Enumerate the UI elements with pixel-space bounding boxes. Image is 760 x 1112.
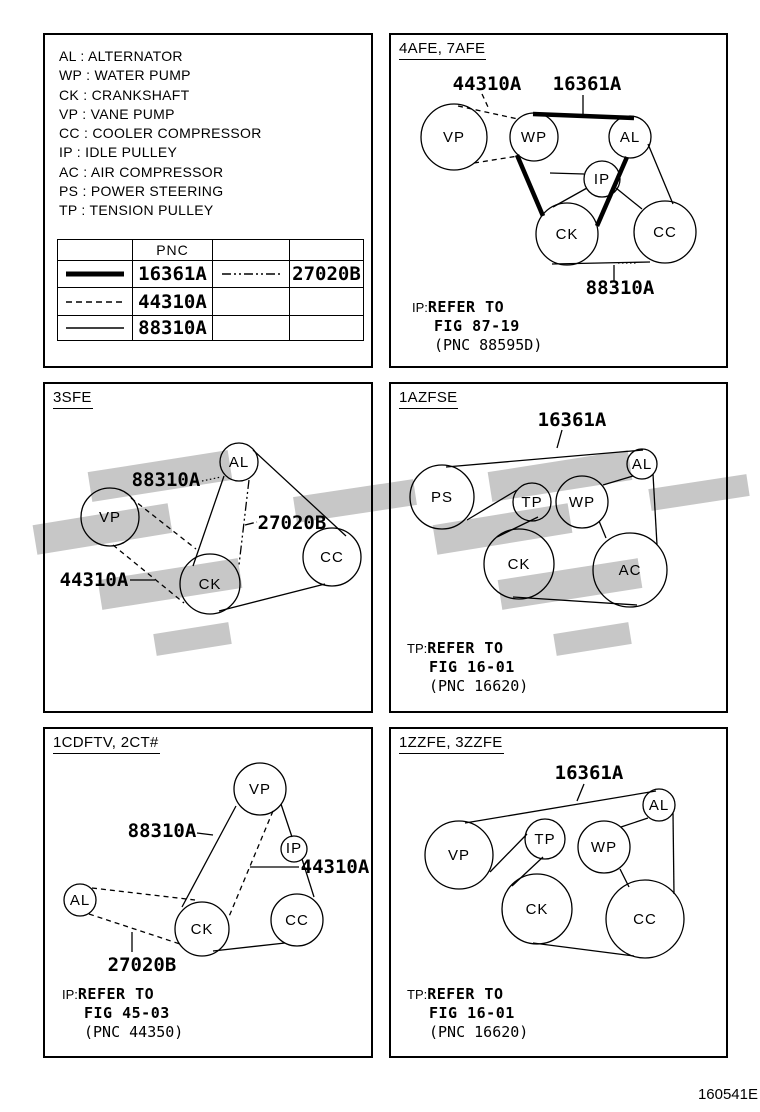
- panel-title: 1AZFSE: [399, 389, 458, 409]
- pulley-label-tp: TP: [521, 494, 543, 511]
- line-sample-thick: [64, 267, 126, 281]
- line-sample-cell: [58, 316, 133, 341]
- panel-legend: [43, 33, 373, 368]
- pulley-label-ck: CK: [525, 901, 549, 918]
- reference-note: [407, 985, 528, 1042]
- leader-line: [577, 784, 584, 801]
- table-cell-empty: [290, 316, 364, 341]
- part-label-27020b: 27020B: [257, 512, 327, 534]
- legend-item: AL : ALTERNATOR: [59, 48, 183, 64]
- belt-27020b: [239, 480, 249, 565]
- part-label-88310a: 88310A: [127, 820, 197, 842]
- note-line: (PNC 44350): [84, 1023, 184, 1041]
- pulley-label-wp: WP: [520, 129, 548, 146]
- line-sample-cell: [58, 288, 133, 316]
- note-line: TP:REFER TO: [407, 639, 504, 657]
- pulley-label-al: AL: [619, 129, 641, 146]
- part-label-16361a: 16361A: [537, 409, 607, 431]
- pulley-label-ck: CK: [190, 921, 214, 938]
- leader-line: [245, 522, 257, 525]
- part-label-88310a: 88310A: [585, 277, 655, 299]
- pulley-label-vp: VP: [98, 509, 122, 526]
- pulley-label-cc: CC: [320, 549, 344, 566]
- pulley-label-wp: WP: [568, 494, 596, 511]
- note-line: FIG 87-19: [434, 317, 520, 335]
- pnc-header: PNC: [133, 240, 213, 261]
- pulley-label-ps: PS: [430, 489, 454, 506]
- pnc-value: 27020B: [290, 261, 364, 288]
- leader-line: [482, 94, 488, 107]
- abbreviation-legend: [59, 47, 262, 221]
- part-label-44310a: 44310A: [452, 73, 522, 95]
- pulley-label-ip: IP: [593, 171, 611, 188]
- table-cell-empty: [290, 288, 364, 316]
- note-line: FIG 16-01: [429, 658, 515, 676]
- note-line: IP:REFER TO: [62, 985, 155, 1003]
- leader-line: [557, 430, 562, 448]
- table-cell-empty: [213, 288, 290, 316]
- legend-item: CC : COOLER COMPRESSOR: [59, 125, 262, 142]
- pulley-label-al: AL: [228, 454, 250, 471]
- leader-line-dotted: [202, 477, 221, 481]
- pulley-label-cc: CC: [653, 224, 677, 241]
- legend-item: AC : AIR COMPRESSOR: [59, 163, 224, 180]
- panel-1azfse: [389, 382, 728, 713]
- pnc-line-style-table: [57, 239, 364, 341]
- pnc-value: 16361A: [133, 261, 213, 288]
- belt-16361a: [446, 450, 657, 605]
- panel-title: 4AFE, 7AFE: [399, 40, 486, 60]
- table-cell-empty: [213, 240, 290, 261]
- part-label-27020b: 27020B: [107, 954, 177, 976]
- legend-item: CK : CRANKSHAFT: [59, 86, 190, 103]
- line-sample-thin: [64, 321, 126, 335]
- pulley-label-tp: TP: [534, 831, 556, 848]
- table-cell-empty: [290, 240, 364, 261]
- part-label-16361a: 16361A: [552, 73, 622, 95]
- line-sample-dashed: [64, 295, 126, 309]
- pulley-label-cc: CC: [285, 912, 309, 929]
- pulley-label-wp: WP: [590, 839, 618, 856]
- line-sample-dashdot: [220, 267, 282, 281]
- legend-item: WP : WATER PUMP: [59, 67, 191, 84]
- belt-27020b: [89, 888, 195, 945]
- belt-44310a: [228, 811, 273, 919]
- pulley-label-vp: VP: [248, 781, 272, 798]
- line-sample-cell: [58, 261, 133, 288]
- pnc-value: 88310A: [133, 316, 213, 341]
- legend-item: VP : VANE PUMP: [59, 105, 175, 122]
- pulley-label-ip: IP: [285, 840, 303, 857]
- pulley-label-ck: CK: [507, 556, 531, 573]
- table-cell-empty: [58, 240, 133, 261]
- part-label-16361a: 16361A: [554, 762, 624, 784]
- panel-4afe-7afe: [389, 33, 728, 368]
- reference-note: [412, 298, 542, 355]
- part-label-88310a: 88310A: [131, 469, 201, 491]
- legend-item: IP : IDLE PULLEY: [59, 144, 178, 161]
- pulley-label-al: AL: [69, 892, 91, 909]
- belt-44310a: [458, 106, 518, 163]
- panel-title: 3SFE: [53, 389, 93, 409]
- part-label-44310a: 44310A: [59, 569, 129, 591]
- pulley-label-cc: CC: [633, 911, 657, 928]
- panel-3sfe: [43, 382, 373, 713]
- leader-line: [197, 833, 213, 835]
- note-line: FIG 45-03: [84, 1004, 170, 1022]
- pnc-value: 44310A: [133, 288, 213, 316]
- note-line: (PNC 16620): [429, 1023, 529, 1041]
- legend-item: PS : POWER STEERING: [59, 183, 224, 200]
- panel-title: 1CDFTV, 2CT#: [53, 734, 160, 754]
- legend-item: TP : TENSION PULLEY: [59, 202, 214, 219]
- panel-1cdftv-2ct: [43, 727, 373, 1058]
- note-line: (PNC 88595D): [434, 336, 543, 354]
- page-code: 160541E: [697, 1086, 758, 1103]
- belt-diagram-3sfe: [45, 384, 371, 711]
- reference-note: [407, 639, 528, 696]
- note-line: IP:REFER TO: [412, 298, 505, 316]
- panel-1zzfe-3zzfe: [389, 727, 728, 1058]
- panel-title: 1ZZFE, 3ZZFE: [399, 734, 504, 754]
- pulley-label-vp: VP: [447, 847, 471, 864]
- pulley-label-ac: AC: [618, 562, 642, 579]
- belt-88310a: [550, 144, 673, 264]
- reference-note: [62, 985, 183, 1042]
- note-line: FIG 16-01: [429, 1004, 515, 1022]
- pulley-label-ck: CK: [198, 576, 222, 593]
- belt-16361a: [465, 791, 674, 956]
- part-label-44310a: 44310A: [300, 856, 370, 878]
- pulley-label-vp: VP: [442, 129, 466, 146]
- note-line: TP:REFER TO: [407, 985, 504, 1003]
- table-cell-empty: [213, 316, 290, 341]
- note-line: (PNC 16620): [429, 677, 529, 695]
- pulley-label-ck: CK: [555, 226, 579, 243]
- pulley-label-al: AL: [631, 456, 653, 473]
- pulley-label-al: AL: [648, 797, 670, 814]
- line-sample-cell: [213, 261, 290, 288]
